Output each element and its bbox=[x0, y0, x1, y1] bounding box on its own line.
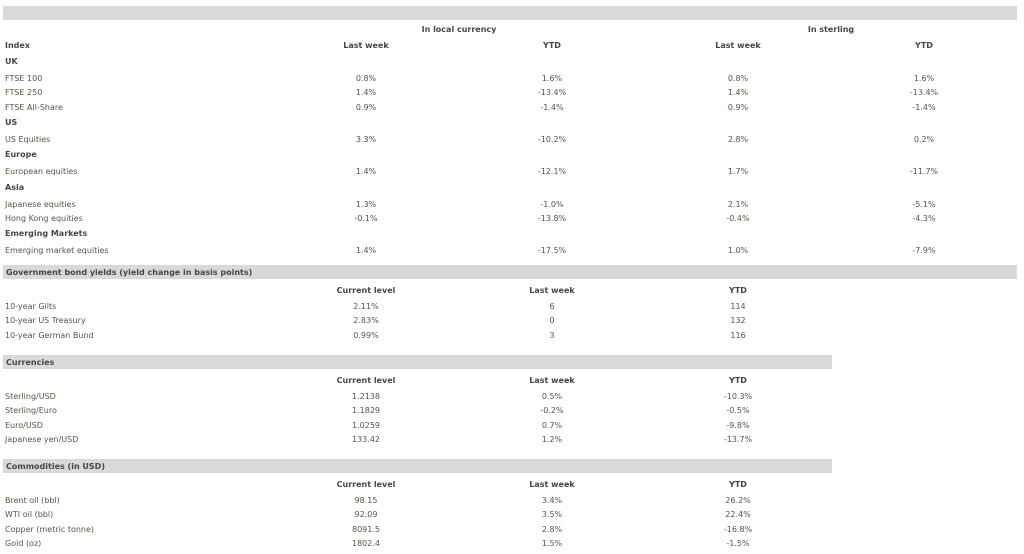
table-row bbox=[0, 434, 1024, 446]
cell-value: 3.4% bbox=[541, 496, 563, 505]
cell-value: 1802.4 bbox=[352, 539, 380, 549]
table-row bbox=[0, 315, 1024, 327]
cell-value: -16.8% bbox=[723, 524, 753, 534]
section-label: Emerging Markets bbox=[5, 229, 88, 239]
cell-value: -10.3% bbox=[723, 392, 753, 401]
cell-value: -0.5% bbox=[726, 406, 750, 416]
section-label: Europe bbox=[5, 150, 37, 160]
equities-column-headers bbox=[0, 40, 1024, 52]
column-header: Current level bbox=[336, 286, 396, 295]
cell-value: -5.1% bbox=[912, 199, 936, 209]
cell-value: -1.0% bbox=[540, 199, 564, 209]
column-header: Last week bbox=[715, 41, 761, 50]
cell-value: 1.4% bbox=[355, 167, 377, 177]
row-label: FTSE All-Share bbox=[5, 102, 63, 112]
cell-value: 0 bbox=[549, 316, 555, 326]
cell-value: -13.8% bbox=[537, 213, 567, 223]
column-header: YTD bbox=[543, 41, 561, 50]
cell-value: 2.83% bbox=[353, 316, 379, 326]
cell-value: 1.2138 bbox=[352, 392, 380, 401]
cell-value: 92.09 bbox=[354, 510, 378, 520]
currencies-column-headers bbox=[0, 375, 1024, 387]
column-header: Last week bbox=[529, 286, 575, 295]
row-label: Sterling/Euro bbox=[5, 406, 57, 416]
table-row bbox=[0, 245, 1024, 257]
cell-value: -12.1% bbox=[537, 167, 567, 177]
cell-value: 116 bbox=[730, 330, 746, 340]
cell-value: -9.8% bbox=[726, 420, 750, 430]
cell-value: 26.2% bbox=[725, 496, 751, 505]
cell-value: -0.4% bbox=[726, 213, 750, 223]
table-row bbox=[0, 213, 1024, 225]
column-header: Last week bbox=[529, 376, 575, 385]
cell-value: -0.1% bbox=[354, 213, 378, 223]
cell-value: 8091.5 bbox=[352, 524, 380, 534]
equities-header-bar bbox=[3, 6, 1017, 20]
currencies-title: Currencies bbox=[6, 358, 55, 367]
bonds-column-headers bbox=[0, 285, 1024, 297]
row-label: Copper (metric tonne) bbox=[5, 524, 95, 534]
bonds-title: Government bond yields (yield change in basis points) bbox=[6, 268, 253, 277]
row-label: US Equities bbox=[5, 134, 51, 144]
table-row bbox=[0, 134, 1024, 146]
cell-value: -17.5% bbox=[537, 246, 567, 256]
currencies-title-bar bbox=[3, 355, 832, 369]
cell-value: 1.4% bbox=[355, 88, 377, 98]
cell-value: 2.8% bbox=[541, 524, 563, 534]
table-row bbox=[0, 166, 1024, 178]
cell-value: -13.7% bbox=[723, 435, 753, 445]
table-row bbox=[0, 495, 1024, 507]
cell-value: 1.3% bbox=[355, 199, 377, 209]
table-row bbox=[0, 87, 1024, 99]
cell-value: -13.4% bbox=[537, 88, 567, 98]
cell-value: -4.3% bbox=[912, 213, 936, 223]
row-label: WTI oil (bbl) bbox=[5, 510, 54, 520]
cell-value: 1.6% bbox=[913, 74, 935, 83]
row-label: Japanese equities bbox=[5, 199, 76, 209]
cell-value: 114 bbox=[730, 302, 746, 311]
table-row bbox=[0, 301, 1024, 313]
cell-value: 0.7% bbox=[541, 420, 563, 430]
section-label: UK bbox=[5, 57, 18, 66]
cell-value: 0.9% bbox=[727, 102, 749, 112]
row-label: Emerging market equities bbox=[5, 246, 109, 256]
row-label: FTSE 250 bbox=[5, 88, 43, 98]
cell-value: 2.11% bbox=[353, 302, 379, 311]
table-row bbox=[0, 199, 1024, 211]
cell-value: 2.1% bbox=[727, 199, 749, 209]
cell-value: 0.8% bbox=[727, 74, 749, 83]
row-label: Brent oil (bbl) bbox=[5, 496, 60, 505]
cell-value: 0.8% bbox=[355, 74, 377, 83]
section-label: Asia bbox=[5, 182, 25, 192]
column-header: Last week bbox=[529, 480, 575, 489]
row-label: European equities bbox=[5, 167, 78, 177]
table-row bbox=[0, 420, 1024, 432]
table-row bbox=[0, 524, 1024, 536]
cell-value: -1.4% bbox=[912, 102, 936, 112]
cell-value: 22.4% bbox=[725, 510, 751, 520]
cell-value: 1.1829 bbox=[352, 406, 380, 416]
commodities-title-bar bbox=[3, 459, 832, 473]
cell-value: 0.2% bbox=[913, 134, 935, 144]
table-row bbox=[0, 509, 1024, 521]
section-label: US bbox=[5, 117, 18, 127]
cell-value: 0.5% bbox=[541, 392, 563, 401]
row-label: Gold (oz) bbox=[5, 539, 42, 549]
cell-value: -7.9% bbox=[912, 246, 936, 256]
table-row bbox=[0, 73, 1024, 85]
bonds-title-bar bbox=[3, 265, 1017, 279]
cell-value: 1.6% bbox=[541, 74, 563, 83]
column-header: YTD bbox=[915, 41, 933, 50]
cell-value: 133.42 bbox=[352, 435, 380, 445]
cell-value: -13.4% bbox=[909, 88, 939, 98]
cell-value: 1.7% bbox=[727, 167, 749, 177]
row-label: Hong Kong equities bbox=[5, 213, 83, 223]
cell-value: 1.5% bbox=[541, 539, 563, 549]
row-label: Japanese yen/USD bbox=[5, 435, 79, 445]
cell-value: -0.2% bbox=[540, 406, 564, 416]
cell-value: 0.9% bbox=[355, 102, 377, 112]
table-row bbox=[0, 405, 1024, 417]
row-label: 10-year Gilts bbox=[5, 302, 57, 311]
commodities-column-headers bbox=[0, 479, 1024, 491]
column-header: YTD bbox=[729, 480, 747, 489]
table-row bbox=[0, 102, 1024, 114]
column-header: Current level bbox=[336, 480, 396, 489]
column-header: YTD bbox=[729, 286, 747, 295]
row-label: FTSE 100 bbox=[5, 74, 43, 83]
commodities-title: Commodities (in USD) bbox=[6, 462, 105, 471]
cell-value: 0.99% bbox=[353, 330, 379, 340]
cell-value: -11.7% bbox=[909, 167, 939, 177]
group-label-sterling: In sterling bbox=[807, 25, 855, 34]
cell-value: 1.0% bbox=[727, 246, 749, 256]
cell-value: 98.15 bbox=[354, 496, 378, 505]
column-header: Current level bbox=[336, 376, 396, 385]
cell-value: 1.4% bbox=[727, 88, 749, 98]
cell-value: 2.8% bbox=[727, 134, 749, 144]
cell-value: 1.0259 bbox=[352, 420, 380, 430]
cell-value: -1.5% bbox=[726, 539, 750, 549]
cell-value: 3.5% bbox=[541, 510, 563, 520]
cell-value: 3 bbox=[549, 330, 555, 340]
column-header: Last week bbox=[343, 41, 389, 50]
cell-value: 1.4% bbox=[355, 246, 377, 256]
cell-value: 6 bbox=[549, 302, 555, 311]
table-row bbox=[0, 538, 1024, 550]
cell-value: -10.2% bbox=[537, 134, 567, 144]
row-label: Sterling/USD bbox=[5, 392, 56, 401]
row-label: 10-year German Bund bbox=[5, 330, 94, 340]
cell-value: -1.4% bbox=[540, 102, 564, 112]
row-label: Euro/USD bbox=[5, 420, 43, 430]
table-row bbox=[0, 330, 1024, 342]
column-header: YTD bbox=[729, 376, 747, 385]
cell-value: 3.3% bbox=[355, 134, 377, 144]
row-label: 10-year US Treasury bbox=[5, 316, 86, 326]
cell-value: 132 bbox=[730, 316, 746, 326]
group-label-local: In local currency bbox=[421, 25, 497, 34]
cell-value: 1.2% bbox=[541, 435, 563, 445]
column-header: Index bbox=[5, 41, 30, 50]
table-row bbox=[0, 391, 1024, 403]
